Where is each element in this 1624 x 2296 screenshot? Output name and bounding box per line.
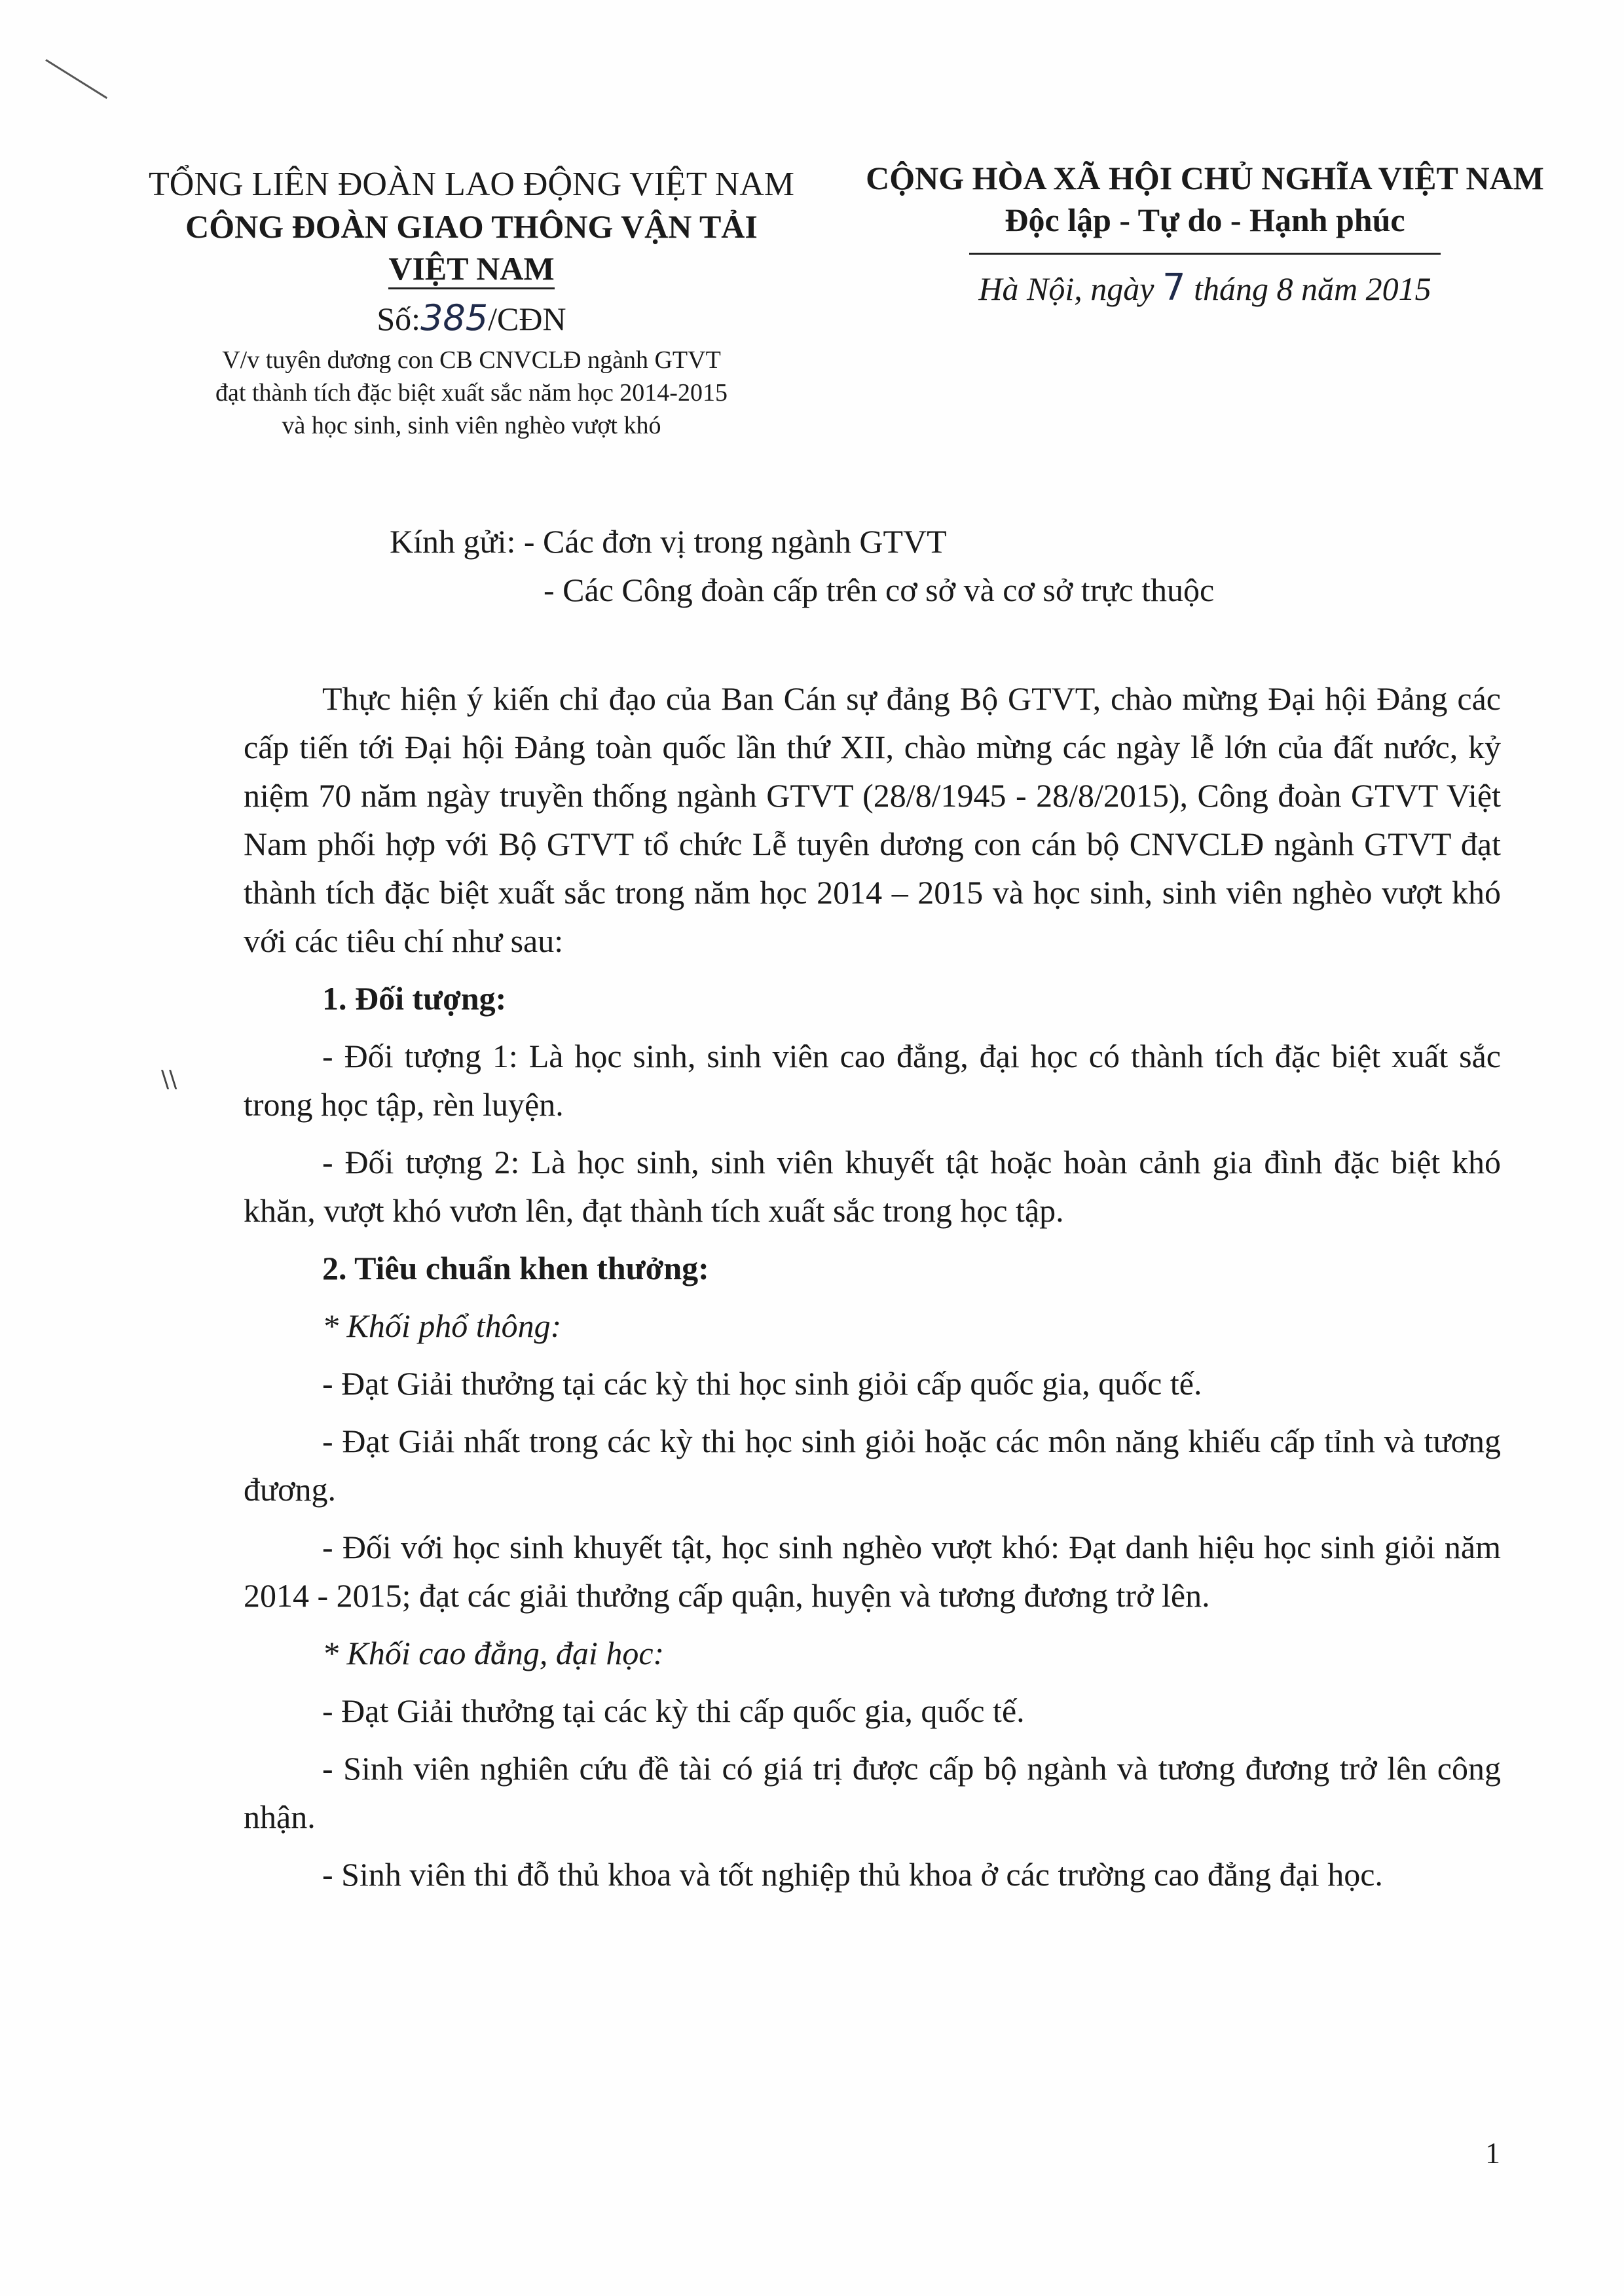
group-1-item-3: - Đối với học sinh khuyết tật, học sinh nghèo vượt khó: Đạt danh hiệu học sinh giỏi năm 2014 - 2015; đạt các giải thưởng cấp quận, huyện và tương đương trở lên. xyxy=(244,1529,1501,1614)
national-title: CỘNG HÒA XÃ HỘI CHỦ NGHĨA VIỆT NAM xyxy=(866,160,1544,196)
date-prefix: Hà Nội, ngày xyxy=(978,270,1154,307)
group-2-item-2: - Sinh viên nghiên cứu đề tài có giá trị được cấp bộ ngành và tương đương trở lên công nhận. xyxy=(244,1750,1501,1835)
organization-name-line2: VIỆT NAM xyxy=(388,249,554,289)
document-number xyxy=(118,293,825,344)
group-1-item-1: - Đạt Giải thưởng tại các kỳ thi học sinh giỏi cấp quốc gia, quốc tế. xyxy=(322,1365,1202,1402)
motto-underline xyxy=(969,253,1441,255)
organization-name: CÔNG ĐOÀN GIAO THÔNG VẬN TẢI xyxy=(185,208,758,245)
group-1-title: * Khối phổ thông: xyxy=(322,1307,562,1344)
section-1-item-1: - Đối tượng 1: Là học sinh, sinh viên cao đẳng, đại học có thành tích đặc biệt xuất sắc trong học tập, rèn luyện. xyxy=(244,1038,1501,1123)
subject-line-3: và học sinh, sinh viên nghèo vượt khó xyxy=(282,412,661,439)
subject-line-2: đạt thành tích đặc biệt xuất sắc năm học 2014-2015 xyxy=(215,379,728,407)
issuer-header xyxy=(118,164,825,442)
document-body xyxy=(244,674,1501,1899)
document-number-prefix: Số: xyxy=(377,301,421,337)
group-2-item-1: - Đạt Giải thưởng tại các kỳ thi cấp quốc gia, quốc tế. xyxy=(322,1692,1025,1729)
pen-scratch-mark xyxy=(45,59,107,99)
recipients-line-1 xyxy=(390,517,947,566)
national-header xyxy=(825,157,1585,312)
margin-mark: \\ xyxy=(161,1066,177,1093)
recipient-2: - Các Công đoàn cấp trên cơ sở và cơ sở trực thuộc xyxy=(544,572,1215,608)
document-number-handwritten: 385 xyxy=(420,297,489,338)
date-day-handwritten: 7 xyxy=(1162,266,1186,309)
recipient-1: - Các đơn vị trong ngành GTVT xyxy=(523,523,947,560)
issue-date xyxy=(825,265,1585,312)
parent-organization: TỔNG LIÊN ĐOÀN LAO ĐỘNG VIỆT NAM xyxy=(149,166,794,203)
recipients-label: Kính gửi: xyxy=(390,523,516,560)
national-motto: Độc lập - Tự do - Hạnh phúc xyxy=(1005,202,1405,238)
section-1-item-2: - Đối tượng 2: Là học sinh, sinh viên khuyết tật hoặc hoàn cảnh gia đình đặc biệt khó khăn, vượt khó vươn lên, đạt thành tích xuất sắc trong học tập. xyxy=(244,1144,1501,1229)
page-number: 1 xyxy=(1485,2136,1500,2170)
document-number-suffix: /CĐN xyxy=(488,301,566,337)
section-1-title: 1. Đối tượng: xyxy=(322,980,507,1017)
date-suffix: tháng 8 năm 2015 xyxy=(1194,270,1431,307)
intro-paragraph: Thực hiện ý kiến chỉ đạo của Ban Cán sự đảng Bộ GTVT, chào mừng Đại hội Đảng các cấp tiến tới Đại hội Đảng toàn quốc lần thứ XII, chào mừng các ngày lễ lớn của đất nước, kỷ niệm 70 năm ngày truyền thống ngành GTVT (28/8/1945 - 28/8/2015), Công đoàn GTVT Việt Nam phối hợp với Bộ GTVT tổ chức Lễ tuyên dương con cán bộ CNVCLĐ ngành GTVT đạt thành tích đặc biệt xuất sắc trong năm học 2014 – 2015 và học sinh, sinh viên nghèo vượt khó với các tiêu chí như sau: xyxy=(244,680,1501,959)
group-2-item-3: - Sinh viên thi đỗ thủ khoa và tốt nghiệp thủ khoa ở các trường cao đẳng đại học. xyxy=(322,1856,1383,1893)
group-2-title: * Khối cao đẳng, đại học: xyxy=(322,1635,665,1671)
subject-line-1: V/v tuyên dương con CB CNVCLĐ ngành GTVT xyxy=(222,346,721,374)
section-2-title: 2. Tiêu chuẩn khen thưởng: xyxy=(322,1250,709,1286)
group-1-item-2: - Đạt Giải nhất trong các kỳ thi học sinh giỏi hoặc các môn năng khiếu cấp tỉnh và tương đương. xyxy=(244,1423,1501,1508)
